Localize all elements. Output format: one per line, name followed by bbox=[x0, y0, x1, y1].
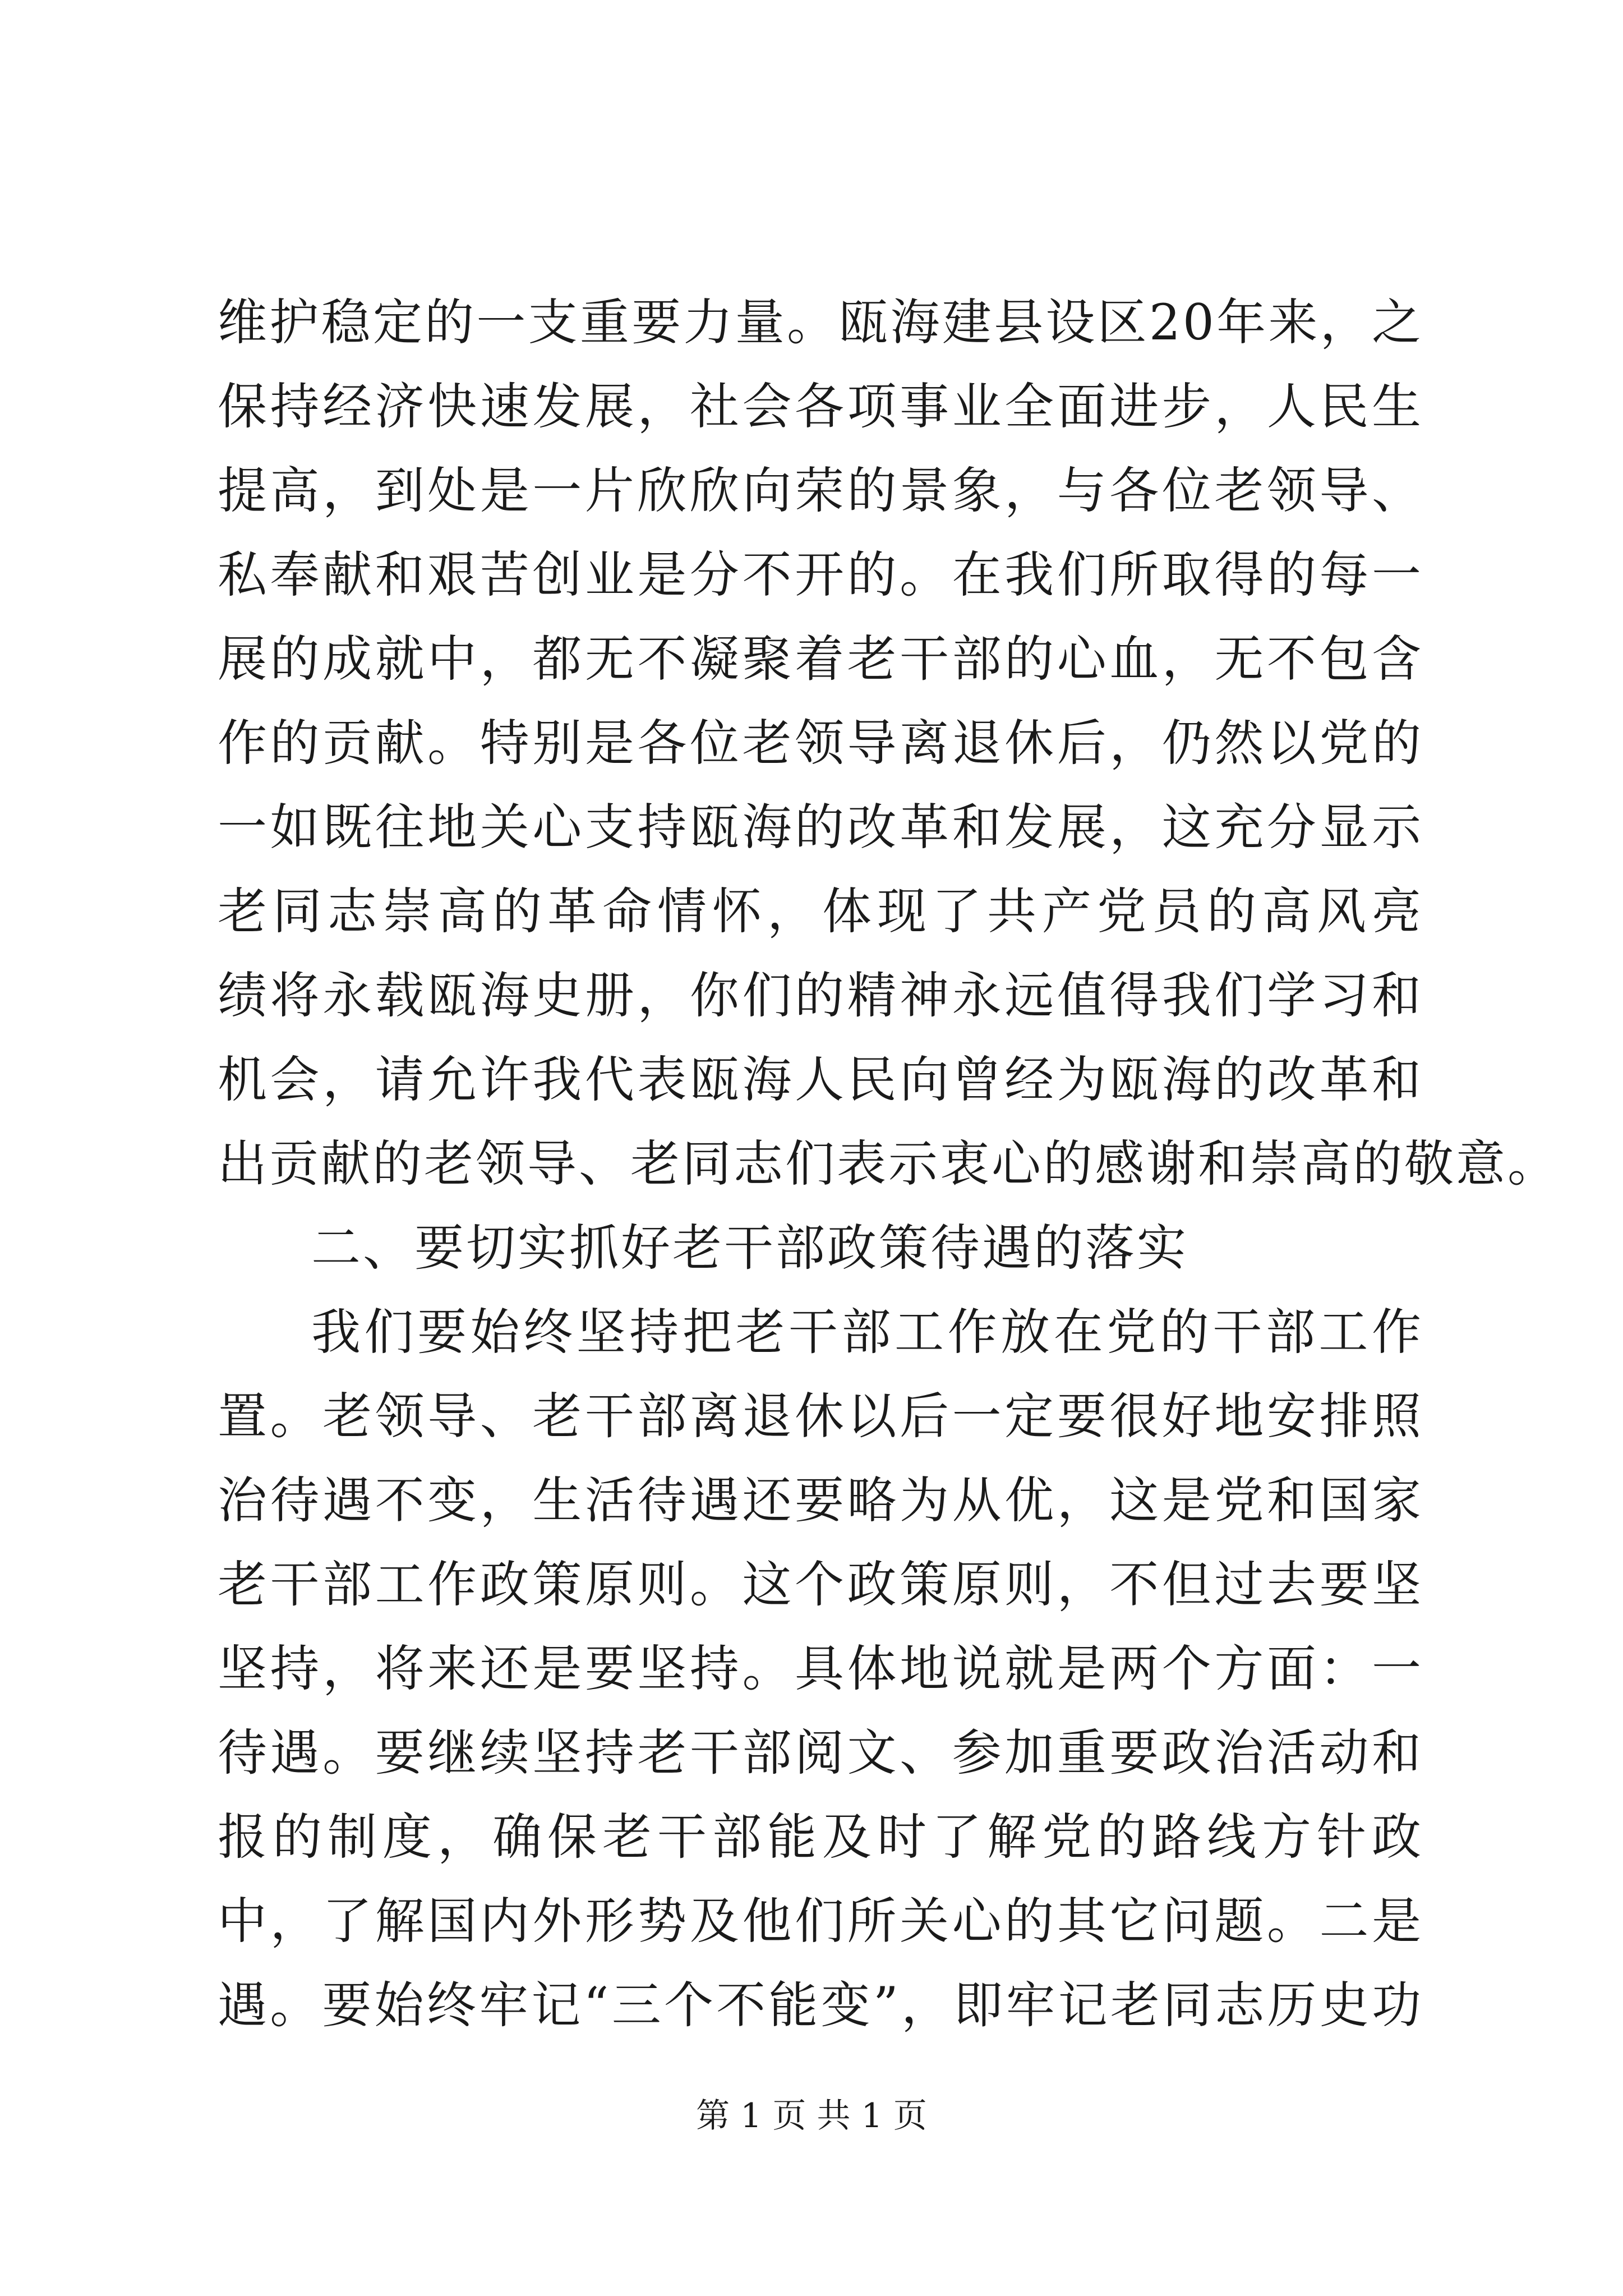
paragraph-line: 维护稳定的一支重要力量。瓯海建县设区20年来，之 bbox=[218, 293, 1423, 351]
paragraph-line: 一如既往地关心支持瓯海的改革和发展，这充分显示 bbox=[218, 798, 1423, 856]
paragraph-line: 治待遇不变，生活待遇还要略为从优，这是党和国家 bbox=[218, 1471, 1423, 1529]
paragraph-line: 老干部工作政策原则。这个政策原则，不但过去要坚 bbox=[218, 1556, 1423, 1613]
paragraph-line: 绩将永载瓯海史册，你们的精神永远值得我们学习和 bbox=[218, 967, 1423, 1024]
paragraph-line: 展的成就中，都无不凝聚着老干部的心血，无不包含 bbox=[218, 630, 1423, 688]
paragraph-line: 保持经济快速发展，社会各项事业全面进步，人民生 bbox=[218, 378, 1423, 435]
paragraph-line: 报的制度，确保老干部能及时了解党的路线方针政 bbox=[218, 1808, 1423, 1866]
paragraph-line: 待遇。要继续坚持老干部阅文、参加重要政治活动和 bbox=[218, 1724, 1423, 1782]
paragraph-first-line: 我们要始终坚持把老干部工作放在党的干部工作 bbox=[311, 1303, 1423, 1361]
paragraph-line: 遇。要始终牢记“三个不能变”，即牢记老同志历史功 bbox=[218, 1976, 1423, 2034]
paragraph-line: 私奉献和艰苦创业是分不开的。在我们所取得的每一 bbox=[218, 546, 1423, 604]
paragraph-line: 坚持，将来还是要坚持。具体地说就是两个方面：一 bbox=[218, 1640, 1423, 1697]
paragraph-line: 老同志崇高的革命情怀，体现了共产党员的高风亮 bbox=[218, 882, 1423, 940]
paragraph-line: 中，了解国内外形势及他们所关心的其它问题。二是 bbox=[218, 1892, 1423, 1950]
paragraph-last-line: 出贡献的老领导、老同志们表示衷心的感谢和崇高的敬意。 bbox=[218, 1135, 1560, 1193]
paragraph-line: 提高，到处是一片欣欣向荣的景象，与各位老领导、 bbox=[218, 462, 1423, 519]
paragraph-line: 作的贡献。特别是各位老领导离退休后，仍然以党的 bbox=[218, 714, 1423, 772]
section-heading: 二、要切实抓好老干部政策待遇的落实 bbox=[311, 1219, 1189, 1277]
page-footer: 第 1 页 共 1 页 bbox=[696, 2096, 927, 2136]
paragraph-line: 机会，请允许我代表瓯海人民向曾经为瓯海的改革和 bbox=[218, 1051, 1423, 1108]
paragraph-line: 置。老领导、老干部离退休以后一定要很好地安排照 bbox=[218, 1387, 1423, 1445]
